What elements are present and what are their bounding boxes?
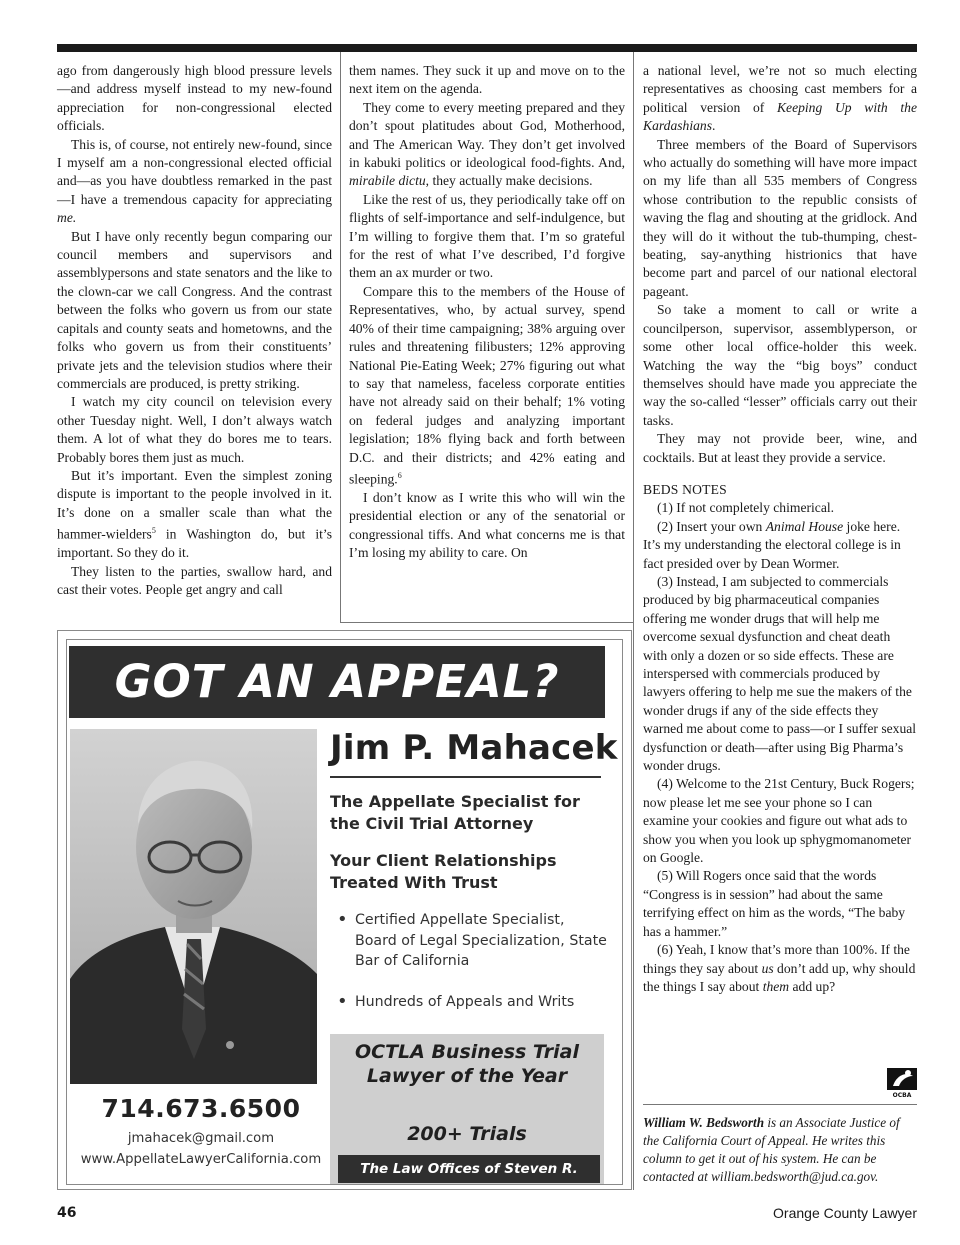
author-bio: William W. Bedsworth is an Associate Justice of the California Court of Appeal. He writes this column to get it out of his system. He can be contacted at william.bedsworth@jud.ca.gov. [643, 1115, 900, 1184]
paragraph: They listen to the parties, swallow hard, and cast their votes. People get angry and call [57, 563, 332, 597]
footnote-ref: 6 [397, 470, 402, 480]
attorney-portrait [70, 729, 317, 1084]
ad-bullet-list [337, 910, 607, 1012]
column-divider-2 [633, 52, 634, 1190]
paragraph: But I have only recently begun comparing our council members and supervisors and assemblypersons and state senators and the like to the clown-car we call Congress. And the contrast between the folks who govern us from our state capitals and county seats and hometowns, and the folks who govern us from their constituents’ private jets and the television studios where their commercials are produced, is pretty striking. [57, 228, 332, 391]
paragraph: them names. They suck it up and move on to the next item on the agenda. [349, 63, 625, 97]
notes-heading: BEDS NOTES [643, 481, 727, 497]
ocba-logo-icon [887, 1066, 917, 1098]
ad-award: OCTLA Business Trial Lawyer of the Year [354, 1041, 580, 1087]
paragraph: Like the rest of us, they periodically take off on flights of self-importance and self-indulgence, but I’m willing to forgive them that. I’m so grateful for the rest of what I’ve described, I’d forgive them an ax murder or two. [349, 191, 625, 281]
ad-email: jmahacek@gmail.com [127, 1131, 275, 1146]
footnote: (6) Yeah, I know that’s more than 100%. If the things they say about us don’t add up, why should the things I say about them add up? [643, 942, 916, 994]
paragraph: Three members of the Board of Supervisors who actually do something will have more impact on my life than all 535 members of Congress whose contribution to the republic consists of waving the flag and shouting at the gridlock. And they will do it without the tub-thumping, chest-beating, say-anything histrionics that have become part and parcel of our national electoral pageant. [643, 136, 917, 299]
author-name: William W. Bedsworth [643, 1115, 765, 1130]
ad-trials: 200+ Trials [407, 1123, 527, 1145]
top-rule [57, 44, 917, 52]
ad-contact [70, 1128, 332, 1170]
ad-phone: 714.673.6500 [101, 1094, 301, 1123]
footnote: (5) Will Rogers once said that the words “Congress is in session” had about the same terrifying effect on him as the words, “The baby has a hammer.” [643, 868, 906, 939]
column-divider-1 [340, 52, 341, 622]
svg-text:OCBA: OCBA [892, 1092, 912, 1098]
publication-name: Orange County Lawyer [773, 1205, 917, 1221]
paragraph: I watch my city council on television every other Tuesday night. Well, I don’t always watch them. A lot of what they do bores me to tears. Probably bores them just as much. [57, 394, 332, 465]
article-column-2 [349, 62, 625, 563]
ad-headline: GOT AN APPEAL? [69, 646, 605, 718]
paragraph: a national level, we’re not so much electing representatives as choosing cast members for a political version of Keeping Up with the Kardashians. [643, 63, 917, 134]
ad-bullet: • Hundreds of Appeals and Writs [337, 992, 607, 1013]
ad-tagline-1: The Appellate Specialist for the Civil Trial Attorney [330, 792, 580, 833]
paragraph: ago from dangerously high blood pressure levels—and address myself instead to my new-found appreciation for non-congressional elected officials. [57, 63, 332, 134]
paragraph: I don’t know as I write this who will win the presidential election or any of the senatorial or congressional tiffs. And what concerns me is that I’m losing my ability to care. On [349, 489, 625, 561]
paragraph: So take a moment to call or write a councilperson, supervisor, assemblyperson, or some other local office-holder this week. Watching the way the “big boys” conduct themselves should have made you appreciate the way the so-called “lesser” officials carry out their tasks. [643, 302, 917, 428]
footnote: (1) If not completely chimerical. [657, 500, 835, 516]
ad-bullet: • Certified Appellate Specialist, Board of Legal Specialization, State Bar of California [337, 910, 607, 972]
paragraph: This is, of course, not entirely new-found, since I myself am a non-congressional elected official and—as you have doubtless remarked in the past—I have a tremendous capacity for appreciating me. [57, 136, 332, 226]
footnote: (4) Welcome to the 21st Century, Buck Rogers; now please let me see your phone so I can examine your cookies and figure out what ads to show you when you look up sphygmomanometer on Google. [643, 776, 915, 866]
paragraph: They come to every meeting prepared and they don’t spout platitudes about God, Motherhood, and The American Way. They don’t get involved in kabuki politics or ideological food-fights. And, mirabile dictu, they actually make decisions. [349, 99, 625, 189]
attorney-name: Jim P. Mahacek [330, 728, 618, 768]
footnote: (2) Insert your own Animal House joke here. It’s my understanding the electoral college is in fact presided over by Dean Wormer. [643, 518, 901, 571]
ad-website: www.AppellateLawyerCalifornia.com [80, 1152, 322, 1167]
paragraph: They may not provide beer, wine, and cocktails. But at least they provide a service. [643, 431, 917, 465]
paragraph: But it’s important. Even the simplest zoning dispute is important to the people involved in it. It’s done on a smaller scale than what the hammer-wielders$^5$ in Washington do, but it’s important. So they do it. [57, 467, 332, 561]
article-column-1 [57, 62, 332, 599]
column-rule [340, 622, 633, 623]
paragraph: Compare this to the members of the House of Representatives, who, by actual survey, spend 40% of their time campaigning; 38% arguing over rules and threatening filibusters; 12% approving National Pie-Eating Week; 27% figuring out what to say that nameless, faceless corporate entities have not already said on their behalf; 1% voting on federal judges and analyzing important legislation; 18% flying back and forth between D.C. and their districts; and 42% eating and sleeping.$^6$ [349, 283, 625, 487]
name-underline [330, 776, 601, 778]
ad-firm: The Law Offices of Steven R. Young [338, 1155, 600, 1183]
footnote: (3) Instead, I am subjected to commercials produced by big pharmaceutical companies offering me wonder drugs that will help me overcome sexual dysfunction and cheat death with only a dozen or so side effects. These are interspersed with commercials produced by lawyers offering to help me sue the makers of the wonder drugs if any of the side effects they warned me about come to pass—or I suffer sexual dysfunction or death—after using Big Pharma’s wonder drugs. [643, 573, 917, 774]
article-column-3 [643, 62, 917, 996]
footnotes [643, 481, 917, 996]
ad-tagline-2: Your Client Relationships Treated With Trust [330, 851, 557, 892]
footnote-ref: 5 [151, 526, 156, 536]
signature-rule [643, 1104, 917, 1105]
page-number: 46 [57, 1205, 77, 1221]
